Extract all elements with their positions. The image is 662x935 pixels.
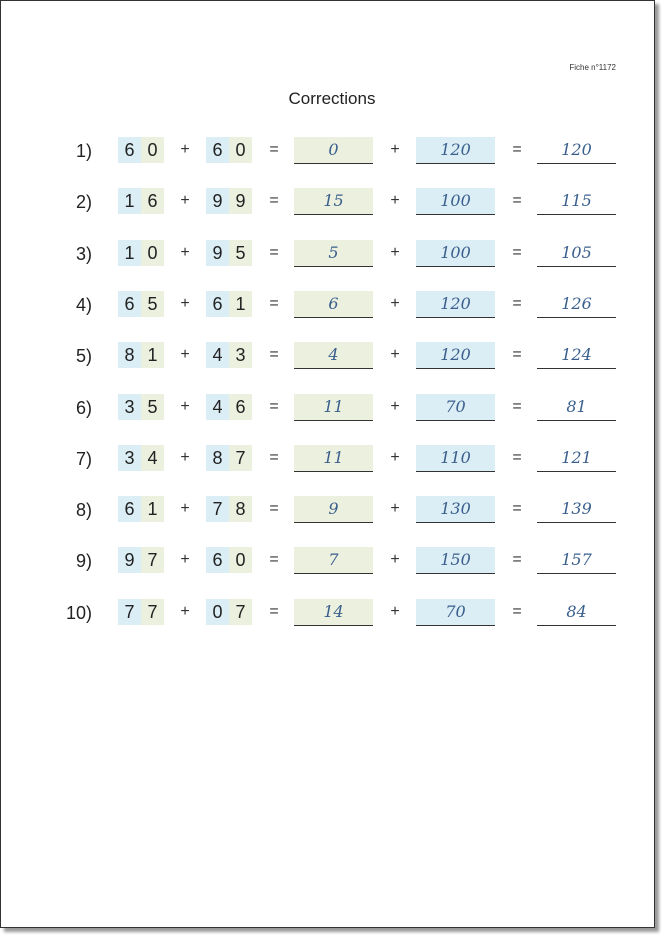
tens-sum-field: 150 bbox=[416, 547, 495, 574]
operand-b-tens-digit: 9 bbox=[206, 240, 229, 266]
plus-sign: + bbox=[390, 449, 400, 466]
exercise-row bbox=[1, 291, 662, 321]
operand-a-tens-digit: 6 bbox=[118, 496, 141, 522]
operand-b-units-digit: 1 bbox=[229, 291, 252, 317]
exercise-row bbox=[1, 445, 662, 475]
tens-sum-field: 120 bbox=[416, 342, 495, 369]
plus-sign: + bbox=[390, 551, 400, 568]
exercise-number: 2) bbox=[75, 192, 92, 212]
operand-b-tens-digit: 6 bbox=[206, 547, 229, 573]
operand-b-units-digit: 7 bbox=[229, 599, 252, 625]
operand-a-units-digit: 5 bbox=[141, 394, 164, 420]
equals-sign: = bbox=[512, 295, 522, 312]
result-field: 124 bbox=[537, 342, 616, 369]
operand-a-tens-digit: 7 bbox=[118, 599, 141, 625]
operand-b-units-digit: 3 bbox=[229, 342, 252, 368]
operand-a-tens-digit: 8 bbox=[118, 342, 141, 368]
operand-b-units-digit: 5 bbox=[229, 240, 252, 266]
operand-b-units-digit: 8 bbox=[229, 496, 252, 522]
tens-sum-field: 120 bbox=[416, 137, 495, 164]
exercise-number: 6) bbox=[75, 398, 92, 418]
operand-b-tens-digit: 4 bbox=[206, 394, 229, 420]
plus-sign: + bbox=[180, 551, 190, 568]
equals-sign: = bbox=[269, 141, 279, 158]
equals-sign: = bbox=[512, 449, 522, 466]
equals-sign: = bbox=[269, 449, 279, 466]
exercise-row bbox=[1, 342, 662, 372]
result-field: 121 bbox=[537, 445, 616, 472]
equals-sign: = bbox=[269, 551, 279, 568]
equals-sign: = bbox=[512, 398, 522, 415]
exercise-row bbox=[1, 599, 662, 629]
plus-sign: + bbox=[180, 449, 190, 466]
operand-a-units-digit: 1 bbox=[141, 342, 164, 368]
operand-a-tens-digit: 9 bbox=[118, 547, 141, 573]
operand-a-units-digit: 7 bbox=[141, 599, 164, 625]
operand-a-tens-digit: 3 bbox=[118, 394, 141, 420]
plus-sign: + bbox=[390, 398, 400, 415]
units-sum-field: 11 bbox=[294, 445, 373, 472]
tens-sum-field: 120 bbox=[416, 291, 495, 318]
equals-sign: = bbox=[512, 551, 522, 568]
plus-sign: + bbox=[390, 500, 400, 517]
operand-b-tens-digit: 7 bbox=[206, 496, 229, 522]
exercise-number: 3) bbox=[75, 244, 92, 264]
operand-b-tens-digit: 9 bbox=[206, 188, 229, 214]
equals-sign: = bbox=[512, 141, 522, 158]
operand-a-tens-digit: 1 bbox=[118, 240, 141, 266]
result-field: 120 bbox=[537, 137, 616, 164]
operand-b-tens-digit: 4 bbox=[206, 342, 229, 368]
operand-b-units-digit: 6 bbox=[229, 394, 252, 420]
tens-sum-field: 110 bbox=[416, 445, 495, 472]
exercise-number: 8) bbox=[75, 500, 92, 520]
tens-sum-field: 100 bbox=[416, 240, 495, 267]
result-field: 81 bbox=[537, 394, 616, 421]
exercise-row bbox=[1, 496, 662, 526]
units-sum-field: 7 bbox=[294, 547, 373, 574]
exercise-number: 1) bbox=[75, 141, 92, 161]
plus-sign: + bbox=[180, 603, 190, 620]
operand-a-units-digit: 4 bbox=[141, 445, 164, 471]
equals-sign: = bbox=[269, 346, 279, 363]
plus-sign: + bbox=[180, 295, 190, 312]
tens-sum-field: 130 bbox=[416, 496, 495, 523]
plus-sign: + bbox=[390, 141, 400, 158]
exercise-row bbox=[1, 547, 662, 577]
operand-b-units-digit: 7 bbox=[229, 445, 252, 471]
operand-a-units-digit: 1 bbox=[141, 496, 164, 522]
plus-sign: + bbox=[390, 192, 400, 209]
result-field: 84 bbox=[537, 599, 616, 626]
units-sum-field: 14 bbox=[294, 599, 373, 626]
plus-sign: + bbox=[390, 346, 400, 363]
plus-sign: + bbox=[390, 603, 400, 620]
exercise-number: 9) bbox=[75, 551, 92, 571]
equals-sign: = bbox=[269, 603, 279, 620]
operand-b-tens-digit: 6 bbox=[206, 291, 229, 317]
result-field: 105 bbox=[537, 240, 616, 267]
exercise-row bbox=[1, 240, 662, 270]
tens-sum-field: 70 bbox=[416, 394, 495, 421]
plus-sign: + bbox=[180, 398, 190, 415]
exercise-number: 5) bbox=[75, 346, 92, 366]
operand-a-units-digit: 7 bbox=[141, 547, 164, 573]
operand-b-units-digit: 0 bbox=[229, 547, 252, 573]
plus-sign: + bbox=[180, 244, 190, 261]
equals-sign: = bbox=[512, 244, 522, 261]
equals-sign: = bbox=[512, 500, 522, 517]
tens-sum-field: 100 bbox=[416, 188, 495, 215]
operand-a-units-digit: 0 bbox=[141, 240, 164, 266]
result-field: 157 bbox=[537, 547, 616, 574]
fiche-number: Fiche n°1172 bbox=[569, 63, 616, 72]
plus-sign: + bbox=[180, 346, 190, 363]
operand-b-units-digit: 9 bbox=[229, 188, 252, 214]
result-field: 115 bbox=[537, 188, 616, 215]
equals-sign: = bbox=[512, 346, 522, 363]
plus-sign: + bbox=[390, 295, 400, 312]
operand-a-tens-digit: 6 bbox=[118, 291, 141, 317]
exercise-number: 7) bbox=[75, 449, 92, 469]
equals-sign: = bbox=[512, 192, 522, 209]
exercise-row bbox=[1, 188, 662, 218]
exercise-number: 4) bbox=[75, 295, 92, 315]
equals-sign: = bbox=[269, 192, 279, 209]
units-sum-field: 15 bbox=[294, 188, 373, 215]
exercise-number: 10) bbox=[65, 603, 92, 623]
equals-sign: = bbox=[269, 295, 279, 312]
units-sum-field: 0 bbox=[294, 137, 373, 164]
operand-b-tens-digit: 8 bbox=[206, 445, 229, 471]
page-title: Corrections bbox=[288, 89, 376, 108]
equals-sign: = bbox=[269, 500, 279, 517]
result-field: 126 bbox=[537, 291, 616, 318]
plus-sign: + bbox=[390, 244, 400, 261]
operand-a-tens-digit: 1 bbox=[118, 188, 141, 214]
operand-a-tens-digit: 3 bbox=[118, 445, 141, 471]
equals-sign: = bbox=[269, 244, 279, 261]
operand-b-units-digit: 0 bbox=[229, 137, 252, 163]
result-field: 139 bbox=[537, 496, 616, 523]
exercise-row bbox=[1, 394, 662, 424]
units-sum-field: 9 bbox=[294, 496, 373, 523]
units-sum-field: 11 bbox=[294, 394, 373, 421]
units-sum-field: 6 bbox=[294, 291, 373, 318]
operand-a-units-digit: 5 bbox=[141, 291, 164, 317]
operand-b-tens-digit: 6 bbox=[206, 137, 229, 163]
equals-sign: = bbox=[512, 603, 522, 620]
operand-a-units-digit: 0 bbox=[141, 137, 164, 163]
exercise-row bbox=[1, 137, 662, 167]
equals-sign: = bbox=[269, 398, 279, 415]
plus-sign: + bbox=[180, 141, 190, 158]
plus-sign: + bbox=[180, 500, 190, 517]
operand-a-units-digit: 6 bbox=[141, 188, 164, 214]
tens-sum-field: 70 bbox=[416, 599, 495, 626]
units-sum-field: 5 bbox=[294, 240, 373, 267]
operand-b-tens-digit: 0 bbox=[206, 599, 229, 625]
units-sum-field: 4 bbox=[294, 342, 373, 369]
operand-a-tens-digit: 6 bbox=[118, 137, 141, 163]
plus-sign: + bbox=[180, 192, 190, 209]
